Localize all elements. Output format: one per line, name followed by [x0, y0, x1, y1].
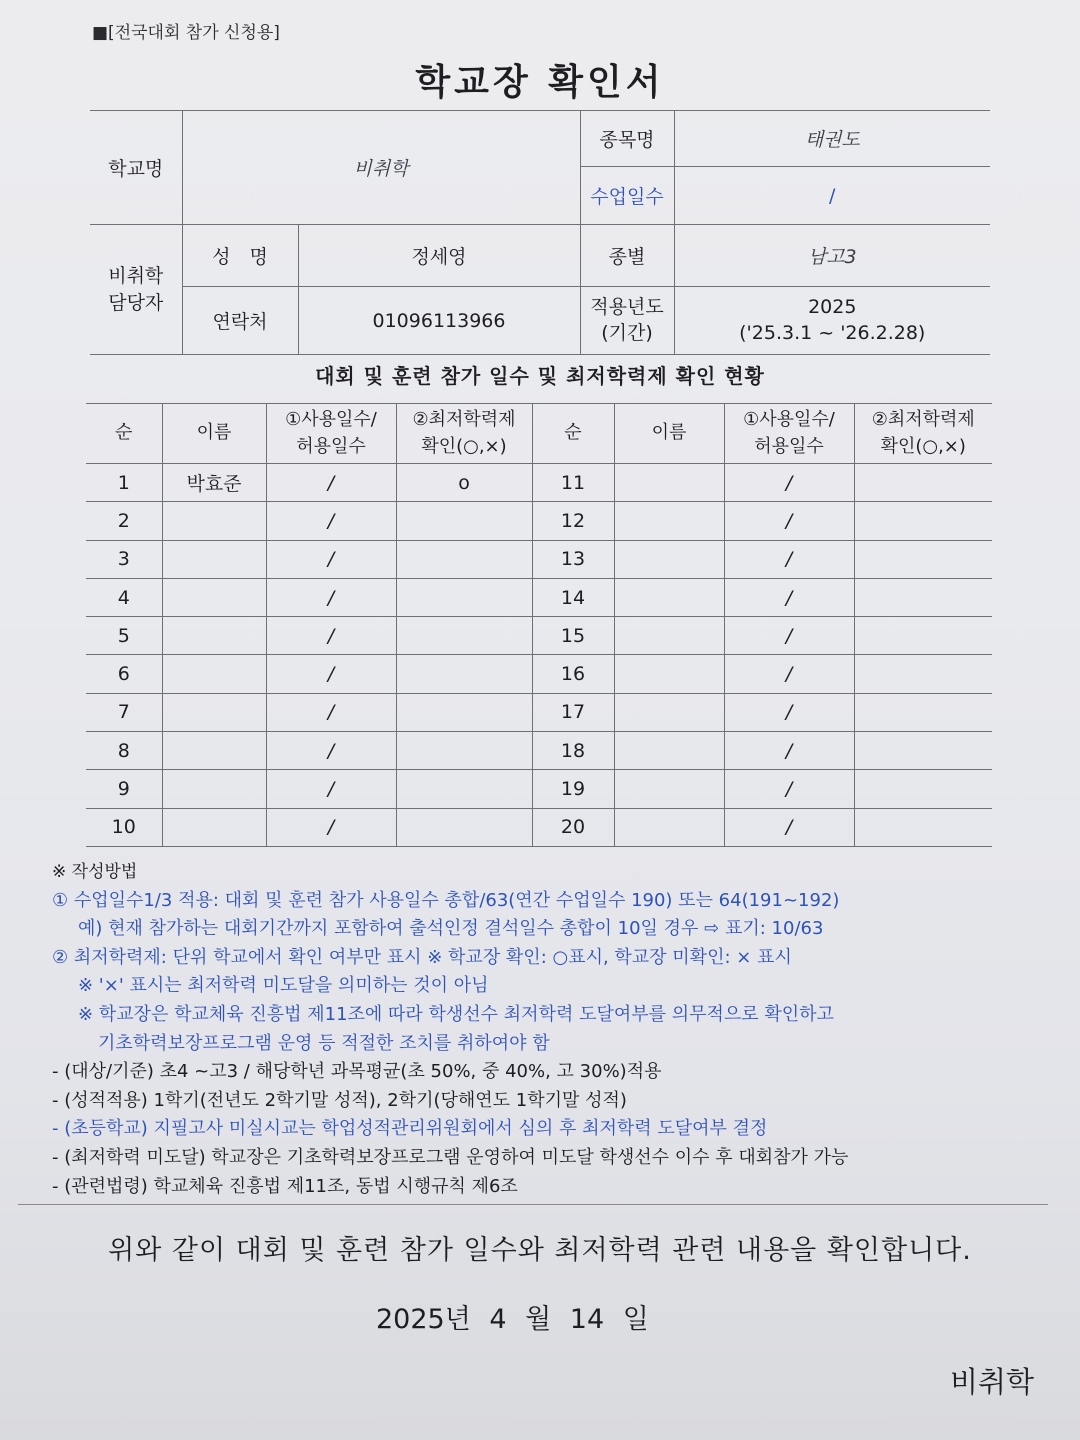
- student-name: [162, 808, 266, 846]
- days-used: /: [266, 578, 396, 616]
- academic-check: o: [396, 464, 532, 502]
- header-no: 순: [86, 404, 162, 464]
- academic-check: [396, 617, 532, 655]
- row-number: 16: [532, 655, 614, 693]
- student-name: [614, 502, 724, 540]
- row-number: 8: [86, 732, 162, 770]
- header-days: ①사용일수/ 허용일수: [266, 404, 396, 464]
- academic-check: [854, 464, 992, 502]
- academic-check: [854, 693, 992, 731]
- notes-heading: ※ 작성방법: [52, 862, 138, 882]
- academic-check: [396, 540, 532, 578]
- academic-check: [396, 732, 532, 770]
- contact-value: 01096113966: [298, 287, 580, 355]
- days-used: /: [266, 464, 396, 502]
- student-name: [614, 693, 724, 731]
- sport-label: 종목명: [580, 111, 674, 167]
- header-check: ②최저학력제 확인(○,×): [396, 404, 532, 464]
- days-used: /: [724, 617, 854, 655]
- header-days: ①사용일수/ 허용일수: [724, 404, 854, 464]
- academic-check: [396, 578, 532, 616]
- school-signature: 비취학: [950, 1365, 1035, 1399]
- student-name: [162, 732, 266, 770]
- detail-elementary: - (초등학교) 지필고사 미실시교는 학업성적관리위원회에서 심의 후 최저학력 도달여부 결정: [52, 1118, 768, 1140]
- note-1-example: 예) 현재 참가하는 대회기간까지 포함하여 출석인정 결석일수 총합이 10일 경우 ⇨ 표기: 10/63: [78, 918, 824, 940]
- table-row: [86, 770, 992, 808]
- row-number: 18: [532, 732, 614, 770]
- row-number: 20: [532, 808, 614, 846]
- note-1: ① 수업일수1/3 적용: 대회 및 훈련 참가 사용일수 총합/63(연간 수업일수 190) 또는 64(191~192): [52, 889, 840, 911]
- student-name: [162, 770, 266, 808]
- student-name: [614, 770, 724, 808]
- row-number: 11: [532, 464, 614, 502]
- table-row: [86, 617, 992, 655]
- days-used: /: [266, 502, 396, 540]
- row-number: 13: [532, 540, 614, 578]
- class-days-value: /: [674, 167, 990, 225]
- student-name: [162, 540, 266, 578]
- student-name: [162, 578, 266, 616]
- row-number: 15: [532, 617, 614, 655]
- academic-check: [854, 617, 992, 655]
- manager-label: 비취학 담당자: [90, 225, 182, 355]
- row-number: 10: [86, 808, 162, 846]
- row-number: 19: [532, 770, 614, 808]
- days-used: /: [724, 770, 854, 808]
- note-2-law: ※ 학교장은 학교체육 진흥법 제11조에 따라 학생선수 최저학력 도달여부를 의무적으로 확인하고: [78, 1003, 834, 1025]
- days-used: /: [266, 770, 396, 808]
- school-info-table: [90, 110, 990, 355]
- student-name: [614, 464, 724, 502]
- table-row: [86, 693, 992, 731]
- status-subheading: 대회 및 훈련 참가 일수 및 최저학력제 확인 현황: [315, 364, 765, 388]
- table-row: [86, 655, 992, 693]
- academic-check: [854, 540, 992, 578]
- academic-check: [854, 732, 992, 770]
- row-number: 14: [532, 578, 614, 616]
- writing-instructions: [52, 858, 1052, 1201]
- row-number: 3: [86, 540, 162, 578]
- row-number: 17: [532, 693, 614, 731]
- days-used: /: [724, 464, 854, 502]
- row-number: 4: [86, 578, 162, 616]
- academic-check: [396, 770, 532, 808]
- detail-grade: - (성적적용) 1학기(전년도 2학기말 성적), 2학기(당해연도 1학기말 성적): [52, 1089, 627, 1111]
- table-row: [86, 578, 992, 616]
- detail-failing: - (최저학력 미도달) 학교장은 기초학력보장프로그램 운영하여 미도달 학생선수 이수 후 대회참가 가능: [52, 1146, 849, 1168]
- academic-check: [854, 808, 992, 846]
- student-name: [162, 502, 266, 540]
- form-type-tag: ■[전국대회 참가 신청용]: [92, 23, 280, 43]
- student-name: [162, 617, 266, 655]
- apply-year-label: 적용년도 (기간): [580, 287, 674, 355]
- school-name-label: 학교명: [90, 111, 182, 225]
- note-2: ② 최저학력제: 단위 학교에서 확인 여부만 표시 ※ 학교장 확인: ○표시, 학교장 미확인: × 표시: [52, 946, 792, 968]
- academic-check: [854, 502, 992, 540]
- table-row: [86, 540, 992, 578]
- days-used: /: [724, 540, 854, 578]
- participation-table: [86, 403, 992, 847]
- category-label: 종별: [580, 225, 674, 287]
- days-used: /: [266, 732, 396, 770]
- document-title: 학교장 확인서: [415, 62, 665, 103]
- days-used: /: [266, 693, 396, 731]
- days-used: /: [724, 693, 854, 731]
- student-name: [614, 655, 724, 693]
- note-2-remark: ※ '×' 표시는 최저학력 미도달을 의미하는 것이 아님: [78, 975, 489, 997]
- days-used: /: [724, 578, 854, 616]
- academic-check: [396, 693, 532, 731]
- header-name: 이름: [614, 404, 724, 464]
- academic-check: [854, 655, 992, 693]
- academic-check: [854, 770, 992, 808]
- row-number: 5: [86, 617, 162, 655]
- detail-target: - (대상/기준) 초4 ~고3 / 해당학년 과목평균(초 50%, 중 40%, 고 30%)적용: [52, 1061, 662, 1083]
- academic-check: [854, 578, 992, 616]
- school-name-value: 비취학: [182, 111, 580, 225]
- student-name: [614, 808, 724, 846]
- confirmation-date: 2025년 4 월 14 일: [376, 1304, 649, 1335]
- manager-name-value: 정세영: [298, 225, 580, 287]
- note-2-law-cont: 기초학력보장프로그램 운영 등 적절한 조치를 취하여야 함: [98, 1032, 550, 1054]
- days-used: /: [724, 808, 854, 846]
- days-used: /: [724, 732, 854, 770]
- days-used: /: [266, 540, 396, 578]
- student-name: [614, 540, 724, 578]
- academic-check: [396, 808, 532, 846]
- category-value: 남고3: [674, 225, 990, 287]
- detail-laws: - (관련법령) 학교체육 진흥법 제11조, 동법 시행규칙 제6조: [52, 1175, 518, 1197]
- student-name: [614, 732, 724, 770]
- apply-year-value: 2025 ('25.3.1 ~ '26.2.28): [674, 287, 990, 355]
- days-used: /: [724, 655, 854, 693]
- class-days-label: 수업일수: [580, 167, 674, 225]
- contact-label: 연락처: [182, 287, 298, 355]
- row-number: 12: [532, 502, 614, 540]
- days-used: /: [266, 617, 396, 655]
- row-number: 6: [86, 655, 162, 693]
- header-check: ②최저학력제 확인(○,×): [854, 404, 992, 464]
- days-used: /: [266, 808, 396, 846]
- student-name: [614, 617, 724, 655]
- manager-name-label: 성 명: [182, 225, 298, 287]
- academic-check: [396, 502, 532, 540]
- divider: [18, 1204, 1048, 1205]
- table-row: [86, 502, 992, 540]
- student-name: [162, 655, 266, 693]
- row-number: 9: [86, 770, 162, 808]
- days-used: /: [724, 502, 854, 540]
- student-name: [614, 578, 724, 616]
- row-number: 1: [86, 464, 162, 502]
- student-name: 박효준: [162, 464, 266, 502]
- student-name: [162, 693, 266, 731]
- confirmation-statement: 위와 같이 대회 및 훈련 참가 일수와 최저학력 관련 내용을 확인합니다.: [108, 1235, 972, 1266]
- header-name: 이름: [162, 404, 266, 464]
- sport-value: 태권도: [674, 111, 990, 167]
- header-no: 순: [532, 404, 614, 464]
- table-row: [86, 732, 992, 770]
- row-number: 2: [86, 502, 162, 540]
- academic-check: [396, 655, 532, 693]
- table-row: [86, 464, 992, 502]
- row-number: 7: [86, 693, 162, 731]
- table-row: [86, 808, 992, 846]
- days-used: /: [266, 655, 396, 693]
